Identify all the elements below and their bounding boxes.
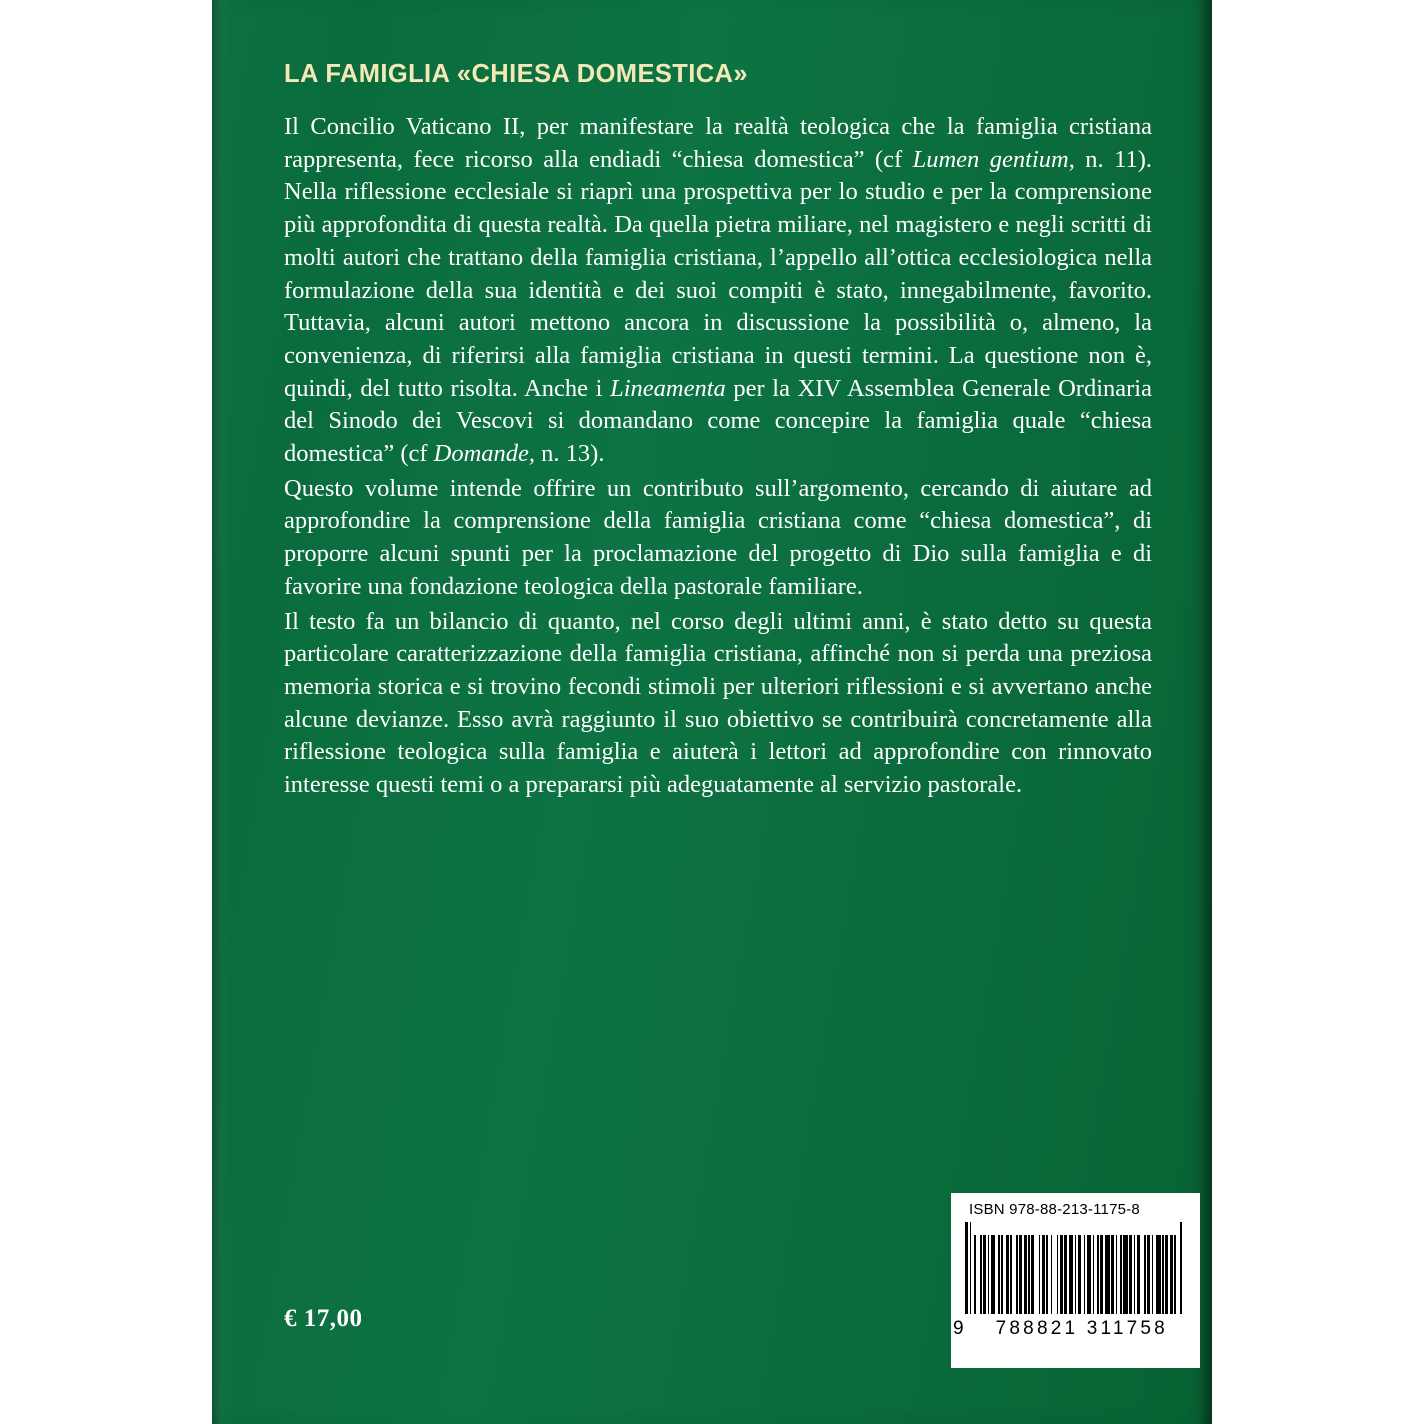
italic-run: Lumen gentium xyxy=(912,145,1069,173)
barcode-bars xyxy=(965,1222,1186,1314)
blurb-title: LA FAMIGLIA «CHIESA DOMESTICA» xyxy=(284,60,748,88)
ean-main-digits: 788821 311758 xyxy=(995,1318,1168,1339)
blurb-paragraph xyxy=(284,473,1152,604)
barcode-bar xyxy=(1182,1222,1185,1314)
text-run: Il testo fa un bilancio di quanto, nel corso degli ultimi anni, è stato detto su questa particolare caratterizzazione della famiglia cristiana, affinché non si perda una preziosa memoria storica e si trovino fecondi stimoli per ulteriori riflessioni e si avvertano anche alcune devianze. Esso avrà raggiunto il suo obiettivo se contribuirà concretamente alla riflessione teologica sulla famiglia e aiuterà i lettori ad approfondire con rinnovato interesse questi temi o a prepararsi più adeguatamente al servizio pastorale. xyxy=(284,607,1152,799)
blurb-body xyxy=(284,111,1152,802)
text-run: Questo volume intende offrire un contributo sull’argomento, cercando di aiutare ad approfondire la comprensione della famiglia cristiana come “chiesa domestica”, di proporre alcuni spunti per la proclamazione del progetto di Dio sulla famiglia e di favorire una fondazione teologica della pastorale familiare. xyxy=(284,474,1152,600)
text-run: n. 13). xyxy=(535,440,605,468)
isbn-label: ISBN 978-88-213-1175-8 xyxy=(969,1201,1140,1218)
page-edge-shadow xyxy=(1198,0,1212,1424)
book-back-cover xyxy=(212,0,1212,1424)
blurb-block xyxy=(284,60,1152,802)
text-run: Il Concilio Vaticano II, per manifestare la realtà teologica che la famiglia cristiana rappresenta, fece ricorso alla endiadi “chiesa domestica” (cf xyxy=(284,113,1152,173)
text-run: , n. 11). Nella riflessione ecclesiale si riaprì una prospettiva per lo studio e per la comprensione più approfondita di questa realtà. Da quella pietra miliare, nel magistero e negli scritti di molti autori che trattano della famiglia cristiana, l’appello all’ottica ecclesiologica nella formulazione della sua identità e dei suoi compiti è stato, innegabilmente, favorito. Tuttavia, alcuni autori mettono ancora in discussione la possibilità o, almeno, la convenienza, di riferirsi alla famiglia cristiana in questi termini. La questione non è, quindi, del tutto risolta. Anche i xyxy=(284,145,1153,402)
price-label: € 17,00 xyxy=(284,1305,363,1332)
blurb-paragraph xyxy=(284,111,1152,471)
blurb-paragraph xyxy=(284,606,1152,802)
ean-lead-digit: 9 xyxy=(953,1318,964,1339)
barcode-block xyxy=(951,1193,1200,1368)
italic-run: Lineamenta xyxy=(610,374,726,402)
spine-shadow xyxy=(212,0,222,1424)
text-run: per la XIV Assemblea Generale Ordinaria del Sinodo dei Vescovi si domandano come concepire la famiglia quale “chiesa domestica” (cf xyxy=(284,374,1152,468)
italic-run: Domande, xyxy=(433,440,536,468)
ean-digits xyxy=(951,1314,1200,1340)
